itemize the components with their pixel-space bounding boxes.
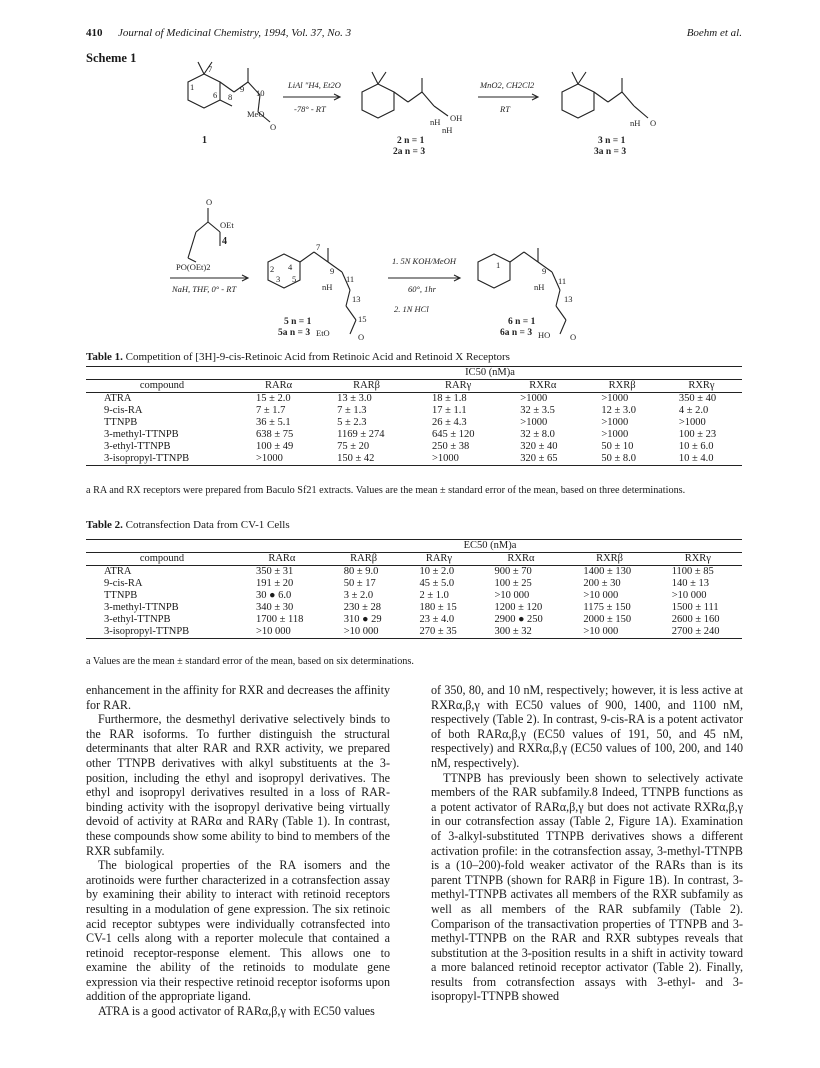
- table2-caption-text: Cotransfection Data from CV-1 Cells: [125, 519, 290, 531]
- nh-label-2: nH: [430, 117, 441, 127]
- table1-caption: [86, 351, 510, 363]
- compound-3-label: 3 n = 1: [598, 136, 626, 146]
- compound-2-label: 2 n = 1: [397, 136, 425, 146]
- table2-caption: [86, 519, 290, 531]
- value-cell: 900 ± 70: [494, 566, 532, 577]
- left-paragraph-4: ATRA is a good activator of RARα,β,γ with EC50 values: [98, 1004, 375, 1019]
- value-cell: >10 000: [583, 590, 619, 601]
- table1-caption-text: Competition of [3H]-9-cis-Retinoic Acid from Retinoic Acid and Retinoid X Receptors: [125, 351, 510, 363]
- page-number: 410: [86, 27, 103, 39]
- ho-label: HO: [538, 330, 551, 340]
- step2-condition: RT: [500, 104, 510, 114]
- value-cell: 350 ± 40: [678, 393, 717, 404]
- running-authors: Boehm et al.: [686, 27, 742, 39]
- value-cell: 1100 ± 85: [671, 566, 714, 577]
- table2: [86, 539, 742, 639]
- atom-7-b: 7: [316, 242, 321, 252]
- value-cell: 75 ± 20: [337, 441, 370, 452]
- compound-name-cell: 3-methyl-TTNPB: [104, 429, 179, 440]
- left-paragraph-1: enhancement in the affinity for RXR and decreases the affinity for RAR.: [86, 683, 390, 712]
- table-row: [86, 602, 742, 614]
- table-row: [86, 429, 742, 441]
- left-paragraph-2: Furthermore, the desmethyl derivative selectively binds to the RAR isoforms. To further distinguish the structural determinants that alter RAR and RXR activity, we prepared other TTNPB derivatives with alkyl substituents at the 3-position, including the ethyl and isopropyl derivatives. The ethyl and isopropyl derivatives resulted in a loss of RAR-binding activity with the isopropyl derivative being virtually devoid of activity at RARα and RARγ (Table 1). In contrast, these compounds show some ability to bind to members of the RXR subfamily.: [86, 712, 390, 858]
- atom-1-c: 1: [496, 260, 501, 270]
- table-row: [86, 405, 742, 417]
- atom-11-c: 11: [558, 276, 567, 286]
- step4-reagent2: 2. 1N HCl: [394, 304, 429, 314]
- right-column: [431, 683, 743, 1004]
- value-cell: 200 ± 30: [583, 578, 621, 589]
- atom-6: 6: [213, 90, 218, 100]
- compound-3a-label: 3a n = 3: [594, 147, 627, 157]
- right-paragraph-1: of 350, 80, and 10 nM, respectively; however, it is less active at RXRα,β,γ with EC50 values of 900, 1400, and 1100 nM, respectively (Table 2). In contrast, 9-cis-RA is a potent activator of both RARα,β,γ (EC50 values of 191, 50, and 45 nM, respectively) and RXRα,β,γ (EC50 values of 100, 200, and 140 nM, respectively).: [431, 683, 743, 770]
- value-cell: >1000: [678, 417, 706, 428]
- table1-col-header: RARα: [238, 380, 319, 393]
- value-cell: 150 ± 42: [319, 453, 414, 466]
- value-cell: >10 000: [238, 626, 326, 639]
- oet-label: OEt: [220, 220, 234, 230]
- table-row: [86, 590, 742, 602]
- value-cell: 23 ± 4.0: [419, 614, 455, 625]
- value-cell: 2600 ± 160: [671, 614, 720, 625]
- compound-6-structure: [478, 248, 576, 342]
- value-cell: 15 ± 2.0: [256, 393, 291, 404]
- value-cell: 13 ± 3.0: [337, 393, 372, 404]
- table1: [86, 366, 742, 466]
- compound-name-cell: 3-ethyl-TTNPB: [104, 441, 171, 452]
- atom-15: 15: [358, 314, 367, 324]
- nh-label-3: nH: [630, 118, 641, 128]
- right-paragraph-2: TTNPB has previously been shown to selectively activate members of the RAR subfamily.8 Indeed, TTNPB functions as a potent activator of RARα,β,γ but does not activate RXRα,β,γ in our cotransfection assay (Table 2, Figure 1A). Examination of 3-alkyl-substituted TTNPB derivatives shows a different activation profile: in the cotransfection assay, 3-methyl-TTNPB is a (10–200)-fold weaker activator of the RARs than is its parent TTNPB (shown for RARβ in Figure 1B). In contrast, 3-methyl-TTNPB activates all members of the RXR subfamily as well as all members of the RAR subfamily (Table 2). Comparison of the transactivation properties of TTNPB and 3-methyl-TTNPB on the RAR and RXR subtypes reveals that substitution at the 3-position results in a shift in activity toward a more balanced retinoid receptor activator (Table 2). Finally, results from cotransfection assays with 3-ethyl- and 3-isopropyl-TTNPB showed: [431, 770, 743, 1004]
- value-cell: 300 ± 32: [476, 626, 565, 639]
- value-cell: >1000: [520, 393, 548, 404]
- value-cell: 320 ± 65: [502, 453, 583, 466]
- eto-label: EtO: [316, 328, 330, 338]
- table2-group-header: EC50 (nM)a: [238, 540, 742, 553]
- value-cell: 1400 ± 130: [583, 566, 632, 577]
- table2-footnote: a Values are the mean ± standard error of the mean, based on six determinations.: [86, 656, 414, 667]
- o-label-3: O: [650, 118, 657, 128]
- table2-col-header: RXRβ: [565, 553, 653, 566]
- table2-col-header: RXRγ: [654, 553, 742, 566]
- value-cell: 30 ● 6.0: [256, 590, 292, 601]
- atom-9: 9: [240, 84, 245, 94]
- compound-5-label: 5 n = 1: [284, 317, 312, 327]
- atom-9-c: 9: [542, 266, 547, 276]
- value-cell: 32 ± 8.0: [520, 429, 555, 440]
- compound-2-structure: [362, 72, 462, 157]
- value-cell: 310 ● 29: [343, 614, 382, 625]
- value-cell: 1700 ± 118: [256, 614, 304, 625]
- value-cell: >1000: [601, 429, 629, 440]
- atom-1: 1: [190, 82, 195, 92]
- table1-col-header: RXRβ: [583, 380, 661, 393]
- value-cell: 340 ± 30: [256, 602, 294, 613]
- atom-2: 2: [270, 264, 275, 274]
- value-cell: >10 000: [494, 590, 530, 601]
- step2-reagent: MnO2, CH2Cl2: [480, 80, 535, 90]
- value-cell: 100 ± 25: [494, 578, 532, 589]
- table1-col-header: RARγ: [414, 380, 502, 393]
- table2-col-header: RARα: [238, 553, 326, 566]
- value-cell: >1000: [601, 417, 629, 428]
- compound-name-cell: 3-isopropyl-TTNPB: [86, 453, 238, 466]
- compound-2a-label: 2a n = 3: [393, 147, 426, 157]
- table-row: [86, 393, 742, 406]
- value-cell: 270 ± 35: [401, 626, 476, 639]
- value-cell: 4 ± 2.0: [678, 405, 709, 416]
- table-row: [86, 417, 742, 429]
- value-cell: 638 ± 75: [256, 429, 294, 440]
- value-cell: 36 ± 5.1: [256, 417, 291, 428]
- value-cell: 7 ± 1.3: [337, 405, 367, 416]
- table-row: [86, 626, 742, 639]
- table1-caption-label: Table 1.: [86, 351, 123, 363]
- nh-label-6: nH: [534, 282, 545, 292]
- table1-col-header: RXRγ: [661, 380, 742, 393]
- compound-5a-label: 5a n = 3: [278, 328, 311, 338]
- compound-name-cell: ATRA: [104, 566, 132, 577]
- table2-col-header: RARγ: [401, 553, 476, 566]
- compound-3-structure: [562, 72, 656, 157]
- atom-8: 8: [228, 92, 233, 102]
- value-cell: >1000: [601, 393, 629, 404]
- atom-4: 4: [288, 262, 293, 272]
- atom-3: 3: [276, 274, 281, 284]
- value-cell: >1000: [520, 417, 548, 428]
- value-cell: 45 ± 5.0: [419, 578, 455, 589]
- value-cell: 10 ± 6.0: [678, 441, 714, 452]
- atom-9-b: 9: [330, 266, 335, 276]
- value-cell: 191 ± 20: [256, 578, 294, 589]
- table-row: [86, 453, 742, 466]
- step4-condition: 60°, 1hr: [408, 284, 436, 294]
- value-cell: 1200 ± 120: [494, 602, 543, 613]
- value-cell: 50 ± 17: [343, 578, 376, 589]
- value-cell: 50 ± 8.0: [583, 453, 661, 466]
- compound-name-cell: 9-cis-RA: [104, 578, 143, 589]
- table2-caption-label: Table 2.: [86, 519, 123, 531]
- compound-name-cell: TTNPB: [104, 417, 138, 428]
- value-cell: 180 ± 15: [419, 602, 457, 613]
- value-cell: 100 ± 23: [678, 429, 717, 440]
- table-row: [86, 578, 742, 590]
- value-cell: 18 ± 1.8: [432, 393, 467, 404]
- compound-name-cell: ATRA: [104, 393, 132, 404]
- table1-footnote: a RA and RX receptors were prepared from Baculo Sf21 extracts. Values are the mean ± standard error of the mean, based on three determinations.: [86, 485, 686, 496]
- compound-name-cell: TTNPB: [104, 590, 138, 601]
- o-label-6: O: [570, 332, 577, 342]
- value-cell: >10 000: [326, 626, 402, 639]
- value-cell: >1000: [238, 453, 319, 466]
- o-label-5: O: [358, 332, 365, 342]
- h-label-2: nH: [442, 125, 453, 135]
- atom-10: 10: [256, 88, 265, 98]
- value-cell: 2 ± 1.0: [419, 590, 449, 601]
- table-row: [86, 441, 742, 453]
- value-cell: 7 ± 1.7: [256, 405, 286, 416]
- compound-name-cell: 9-cis-RA: [104, 405, 143, 416]
- atom-5: 5: [292, 274, 297, 284]
- value-cell: 2000 ± 150: [583, 614, 632, 625]
- step4-reagent: 1. 5N KOH/MeOH: [392, 256, 456, 266]
- value-cell: 1169 ± 274: [337, 429, 385, 440]
- table-row: [86, 566, 742, 579]
- table2-col-header: compound: [86, 553, 238, 566]
- table1-col-header: RXRα: [502, 380, 583, 393]
- value-cell: 1175 ± 150: [583, 602, 631, 613]
- compound-6a-label: 6a n = 3: [500, 328, 533, 338]
- value-cell: >10 000: [671, 590, 707, 601]
- step1-condition: -78° - RT: [294, 104, 326, 114]
- compound-1-structure: [188, 62, 276, 146]
- value-cell: 17 ± 1.1: [432, 405, 467, 416]
- value-cell: 350 ± 31: [256, 566, 294, 577]
- journal-citation: Journal of Medicinal Chemistry, 1994, Vol. 37, No. 3: [118, 27, 352, 39]
- o-label-4: O: [206, 197, 213, 207]
- value-cell: 50 ± 10: [601, 441, 634, 452]
- value-cell: 2700 ± 240: [654, 626, 742, 639]
- value-cell: 2900 ● 250: [494, 614, 543, 625]
- value-cell: 5 ± 2.3: [337, 417, 367, 428]
- compound-name-cell: 3-methyl-TTNPB: [104, 602, 179, 613]
- table2-col-header: RXRα: [476, 553, 565, 566]
- compound-4-label: 4: [222, 236, 227, 247]
- value-cell: >1000: [414, 453, 502, 466]
- compound-4-structure: [176, 197, 234, 272]
- reaction-scheme: [0, 0, 820, 345]
- compound-1-label: 1: [202, 135, 207, 146]
- compound-name-cell: 3-isopropyl-TTNPB: [86, 626, 238, 639]
- meo-label: MeO: [247, 109, 265, 119]
- table2-col-header: RARβ: [326, 553, 402, 566]
- value-cell: 320 ± 40: [520, 441, 558, 452]
- compound-6-label: 6 n = 1: [508, 317, 536, 327]
- table1-col-header: RARβ: [319, 380, 414, 393]
- left-column: [86, 683, 390, 1019]
- table1-group-header: IC50 (nM)a: [238, 367, 742, 380]
- value-cell: 10 ± 2.0: [419, 566, 455, 577]
- compound-5-structure: [268, 242, 367, 342]
- value-cell: 645 ± 120: [432, 429, 475, 440]
- atom-13: 13: [352, 294, 361, 304]
- oh-label: OH: [450, 113, 463, 123]
- atom-7: 7: [208, 64, 213, 74]
- value-cell: 12 ± 3.0: [601, 405, 637, 416]
- step3-reagent: NaH, THF, 0° - RT: [172, 284, 237, 294]
- nh-label-5: nH: [322, 282, 333, 292]
- value-cell: 230 ± 28: [343, 602, 382, 613]
- o-label: O: [270, 122, 277, 132]
- compound-name-cell: 3-ethyl-TTNPB: [104, 614, 171, 625]
- left-paragraph-3: The biological properties of the RA isomers and the arotinoids were further characterized in a cotransfection assay by examining their ability to interact with retinoid receptors resulting in a modulation of gene expression. The six retinoic acid receptor subtypes were individually cotransfected into CV-1 cells along with a reporter molecule that contained a retinoid receptor-response element. This allows one to examine the ability of the retinoids to modulate gene expression via their respective retinoid receptor isoforms upon addition of the appropriate ligand.: [86, 858, 390, 1004]
- value-cell: 1500 ± 111: [671, 602, 719, 613]
- value-cell: 250 ± 38: [432, 441, 470, 452]
- table-row: [86, 614, 742, 626]
- value-cell: 32 ± 3.5: [520, 405, 555, 416]
- po-label: PO(OEt)2: [176, 262, 211, 272]
- scheme-title: Scheme 1: [86, 51, 137, 65]
- value-cell: 26 ± 4.3: [432, 417, 467, 428]
- value-cell: 100 ± 49: [256, 441, 294, 452]
- value-cell: >10 000: [565, 626, 653, 639]
- table1-col-header: compound: [86, 380, 238, 393]
- value-cell: 80 ± 9.0: [343, 566, 379, 577]
- value-cell: 140 ± 13: [671, 578, 709, 589]
- value-cell: 10 ± 4.0: [661, 453, 742, 466]
- atom-13-c: 13: [564, 294, 573, 304]
- step1-reagent: LiAl "H4, Et2O: [288, 80, 341, 90]
- value-cell: 3 ± 2.0: [343, 590, 374, 601]
- atom-11: 11: [346, 274, 355, 284]
